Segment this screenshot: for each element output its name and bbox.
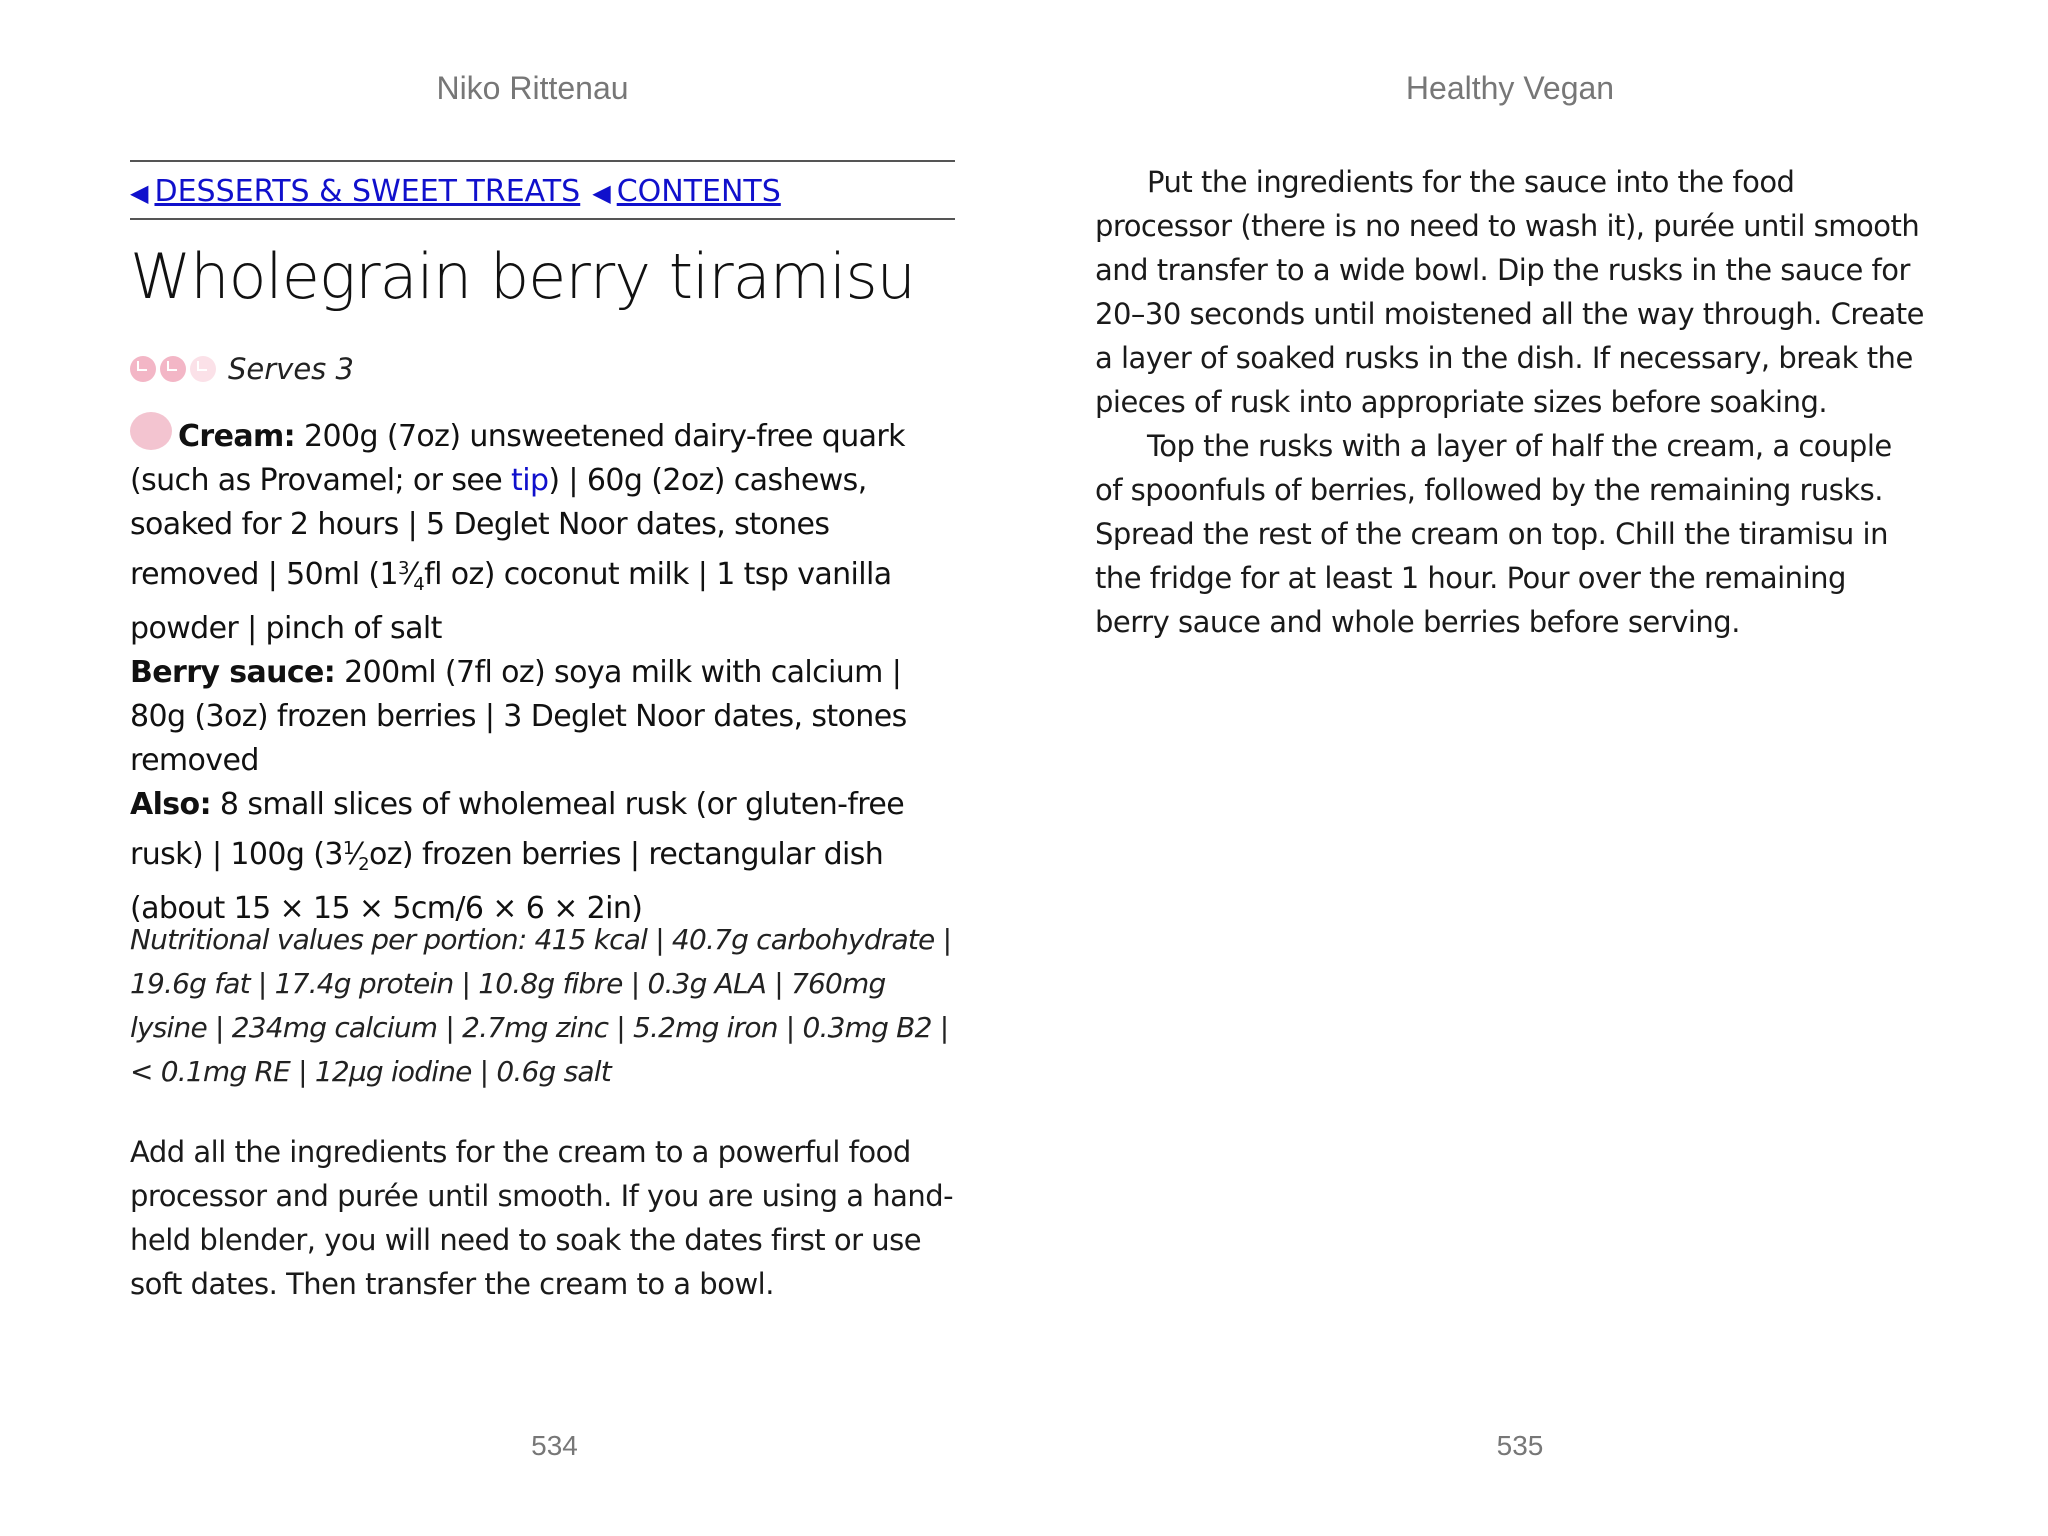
contents-link[interactable]: CONTENTS <box>616 174 781 209</box>
cream-label: Cream: <box>178 419 296 454</box>
sauce-text: 200ml (7fl oz) soya milk with calcium | 80g (3oz) frozen berries | 3 Deglet Noor dates, stones removed <box>130 655 907 778</box>
recipe-title: Wholegrain berry tiramisu <box>130 240 915 313</box>
tip-link[interactable]: tip <box>511 463 549 498</box>
page-number: 534 <box>531 1430 578 1461</box>
clock-icon <box>160 356 186 382</box>
cream-text: fl oz) coconut milk | 1 tsp vanilla powder | pinch of salt <box>130 557 892 646</box>
difficulty-indicator <box>130 356 220 382</box>
cream-text: 200g (7oz) unsweetened dairy-free quark (such as Provamel; or see <box>130 419 905 498</box>
fraction: $^3⁄_4$ <box>398 557 425 595</box>
right-page <box>1095 0 1925 1536</box>
left-page <box>130 0 955 1536</box>
clock-icon <box>130 356 156 382</box>
serves-line <box>130 352 354 386</box>
method-paragraph: Top the rusks with a layer of half the cream, a couple of spoonfuls of berries, followed by the remaining rusks. Spread the rest of the cream on top. Chill the tiramisu in the fridge for at least 1 hour. Pour over the remaining berry sauce and whole berries before serving. <box>1095 429 1892 639</box>
cream-blob-icon <box>130 412 172 450</box>
method-paragraph: Add all the ingredients for the cream to a powerful food processor and purée until smooth. If you are using a hand-held blender, you will need to soak the dates first or use soft dates. Then transfer the cream to a bowl. <box>130 1135 954 1301</box>
also-label: Also: <box>130 787 211 822</box>
back-triangle-icon: ◀ <box>592 179 611 207</box>
desserts-link[interactable]: DESSERTS & SWEET TREATS <box>154 174 581 209</box>
method-text <box>1095 160 1925 644</box>
page-number: 535 <box>1496 1430 1544 1461</box>
book-running-head: Healthy Vegan <box>1405 70 1615 106</box>
nutrition-values: Nutritional values per portion: 415 kcal | 40.7g carbohydrate | 19.6g fat | 17.4g protein | 10.8g fibre | 0.3g ALA | 760mg lysine | 234mg calcium | 2.7mg zinc | 5.2mg iron | 0.3mg B2 | < 0.1mg RE | 12µg iodine | 0.6g salt <box>130 923 952 1088</box>
method-paragraph: Put the ingredients for the sauce into the food processor (there is no need to wash it), purée until smooth and transfer to a wide bowl. Dip the rusks in the sauce for 20–30 seconds until moistened all the way through. Create a layer of soaked rusks in the dish. If necessary, break the pieces of rusk into appropriate sizes before soaking. <box>1095 165 1924 419</box>
back-triangle-icon: ◀ <box>130 179 149 207</box>
author-running-head: Niko Rittenau <box>436 70 629 106</box>
cream-text: ) | 60g (2oz) cashews, soaked for 2 hours | 5 Deglet Noor dates, stones removed | 50ml (1 <box>130 463 867 592</box>
ingredients-list <box>130 412 955 931</box>
sauce-label: Berry sauce: <box>130 655 336 690</box>
clock-icon <box>190 356 216 382</box>
fraction: $^1⁄_2$ <box>342 837 370 875</box>
also-text: 8 small slices of wholemeal rusk (or gluten-free rusk) | 100g (3 <box>130 787 905 872</box>
serves-text: Serves 3 <box>228 352 354 386</box>
also-text: oz) frozen berries | rectangular dish (about 15 × 15 × 5cm/6 × 6 × 2in) <box>130 837 884 926</box>
breadcrumb-nav <box>130 160 955 220</box>
